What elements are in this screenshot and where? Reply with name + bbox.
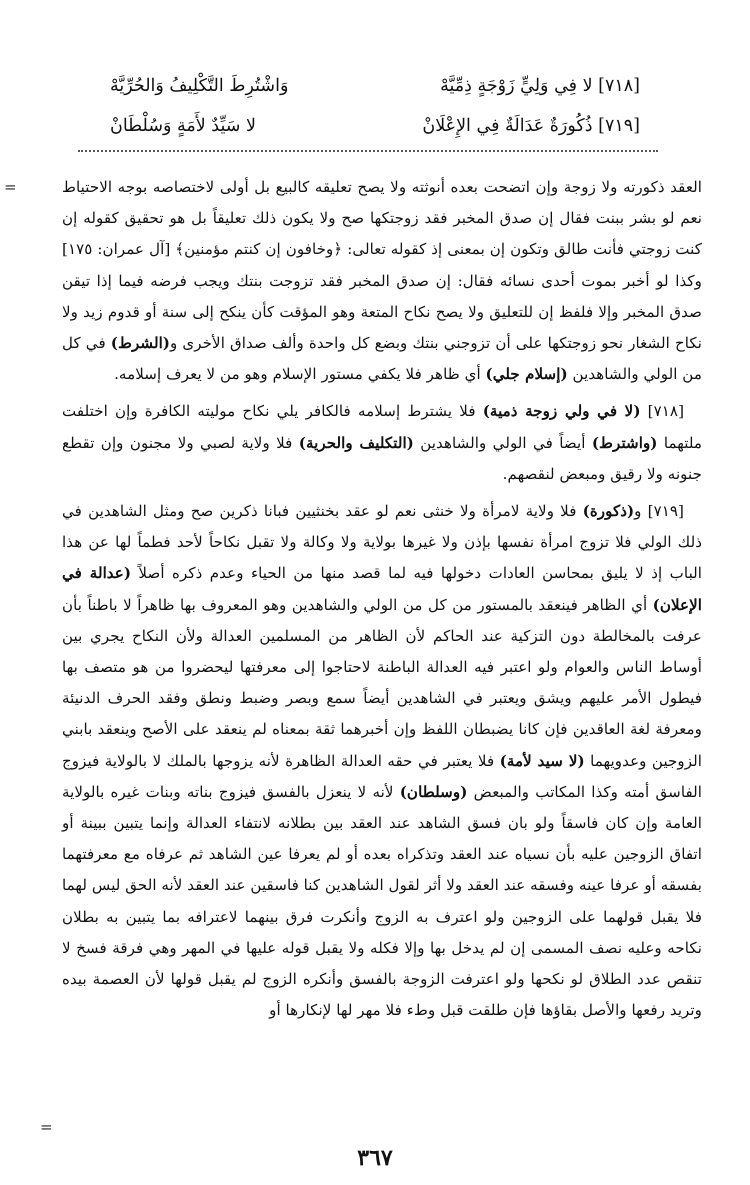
dotted-separator <box>78 150 658 152</box>
verse-718-first-hemistich: [٧١٨] لا فِي وَلِيٍّ زَوْجَةٍ ذِمِّيَّهْ <box>440 76 640 96</box>
commentary-paragraph <box>62 172 702 390</box>
commentary-run: أيضاً في الولي والشاهدين <box>413 433 592 452</box>
commentary-run: لأنه لا ينعزل بالفسق فيزوج بناته وبنات غيره بالولاية العامة وإن كان فاسقاً ولو بان فسق الشاهد عند العقد بين بطلانه لانتفاء العدالة وإنما يتبين ببينة أو اتفاق الزوجين عليه بأن نسياه عند العقد وتذكراه بعده أو لم يعرفا عين الشاهد ثم عرفاه مع معرفتهما بفسقه أو عرفا عينه وفسقه عند العقد ولا أثر لقول الشاهدين كنا فاسقين عند العقد لأنه الحق ليس لهما فلا يقبل قولهما على الزوجين ولو اعترف به الزوج وأنكرت فرق بينهما لاعترافه بما يتبين به بطلان نكاحه وعليه نصف المسمى إن لم يدخل بها وإلا فكله ولا يقبل قوله عليها في المهر وهي فرقة فسخ لا تنقص عدد الطلاق لو نكحها ولو اعترفت الزوجة بالفسق وأنكره الزوج لم يقبل قولها لأن العصمة بيده وتريد رفعها والأصل بقاؤها فإن طلقت قبل وطء فلا مهر لها لإنكارها أو <box>62 782 702 1020</box>
verse-718-second-hemistich: وَاشْتُرِطَ التَّكْلِيفُ وَالحُرِّيَّهْ <box>110 76 289 96</box>
quoted-verse-phrase: (لا سيد لأمة) <box>499 751 585 770</box>
quoted-verse-phrase: (التكليف والحرية) <box>298 433 414 452</box>
commentary-run: [٧١٩] و <box>634 502 684 521</box>
continuation-mark: = <box>4 178 17 196</box>
commentary-run: العقد ذكورته ولا زوجة وإن اتضحت بعده أنوثته ولا يصح تعليقه كالبيع بل أولى لاختصاصه بوجه الاحتياط نعم لو بشر ببنت فقال إن صدق المخبر فقد زوجتكها صح ولا يكون ذلك تعليقاً بل هو تحقيق كقوله إن كنت زوجتي فأنت طالق وتكون إن بمعنى إذ كقوله تعالى: ﴿وخافون إن كنتم مؤمنين﴾ [آل عمران: ١٧٥] وكذا لو أخبر بموت أحدى نسائه فقال: إن صدق المخبر فقد تزوجت بنتك ويجب فرضه فيما إذا تيقن صدق المخبر وإلا فلفظ إن للتعليق ولا يصح نكاح المتعة وهو المؤقت كأن ينكح إلى سنة أو قدوم زيد ولا نكاح الشغار نحو زوجتكها على أن تزوجني بنتك وبضع كل واحدة وألف صداق الأخرى و <box>62 178 703 353</box>
quoted-verse-phrase: (الشرط) <box>110 334 170 353</box>
verse-block <box>110 76 640 146</box>
quoted-verse-phrase: (وسلطان) <box>399 782 468 801</box>
verse-719-second-hemistich: لا سَيِّدٌ لأَمَةٍ وَسُلْطَانْ <box>110 116 256 136</box>
commentary-run: فلا يعتبر في حقه العدالة الظاهرة لأنه يزوجها بالملك لا بالولاية فيزوج الفاسق أمته وكذا المكاتب والمبعض <box>62 751 702 801</box>
commentary-run: فلا يشترط إسلامه فالكافر يلي نكاح موليته الكافرة وإن اختلفت ملتهما <box>62 402 702 452</box>
verse-719 <box>110 116 640 146</box>
commentary-text <box>62 172 702 1032</box>
quoted-verse-phrase: (لا في ولي زوجة ذمية) <box>482 402 641 421</box>
commentary-paragraph <box>62 496 702 1026</box>
commentary-run: [٧١٨] <box>640 402 684 421</box>
commentary-paragraph <box>62 396 702 490</box>
commentary-run: أي الظاهر فينعقد بالمستور من كل من الولي والشاهدين وهو المعروف بها ظاهراً لا باطناً بأن عرفت بالمخالطة دون التزكية عند الحاكم لأن الظاهر من المسلمين العدالة ولأن النكاح يجري بين أوساط الناس والعوام ولو اعتبر فيه العدالة الباطنة لاحتاجوا إلى معرفتها ليحضروا من هو متصف بها فيطول الأمر عليهم ويشق ويعتبر في الشاهدين أيضاً سمع وبصر وضبط ونطق وفقد الحرف الدنيئة ومعرفة لغة العاقدين فإن كانا يضبطان اللفظ وإن أخبرهما ثقة بمعناه لم ينعقد على الأصح وينعقد بابني الزوجين وعدويهما <box>62 595 702 770</box>
quoted-verse-phrase: (واشترط) <box>591 433 658 452</box>
quoted-verse-phrase: (إسلام جلي) <box>485 365 568 384</box>
verse-719-first-hemistich: [٧١٩] ذُكُورَةٌ عَدَالَةٌ فِي الإِعْلَانْ <box>422 116 640 136</box>
quoted-verse-phrase: (عدالة في الإعلان) <box>62 564 702 614</box>
commentary-run: أي ظاهر فلا يكفي مستور الإسلام وهو من لا يعرف إسلامه. <box>114 365 486 384</box>
commentary-run: فلا ولاية لصبي ولا مجنون وإن تقطع جنونه ولا رقيق ومبعض لنقصهم. <box>62 433 702 483</box>
commentary-run: فلا ولاية لامرأة ولا خنثى نعم لو عقد بخنثيين فبانا ذكرين صح ومثل الشاهدين في ذلك الولي فلا تزوج امرأة نفسها بإذن ولا غيرها بولاية ولا وكالة ولا تقبل نكاحاً لأحد فطماً لها عن هذا الباب إذ لا يليق بمحاسن العادات دخولها فيه لما قصد منها من الحياء وعدم ذكره أصلاً <box>62 502 702 583</box>
continues-mark: = <box>40 1118 53 1136</box>
page-number: ٣٦٧ <box>357 1145 393 1171</box>
commentary-run: في كل من الولي والشاهدين <box>62 334 702 384</box>
verse-718 <box>110 76 640 106</box>
quoted-verse-phrase: (ذكورة) <box>582 502 635 521</box>
